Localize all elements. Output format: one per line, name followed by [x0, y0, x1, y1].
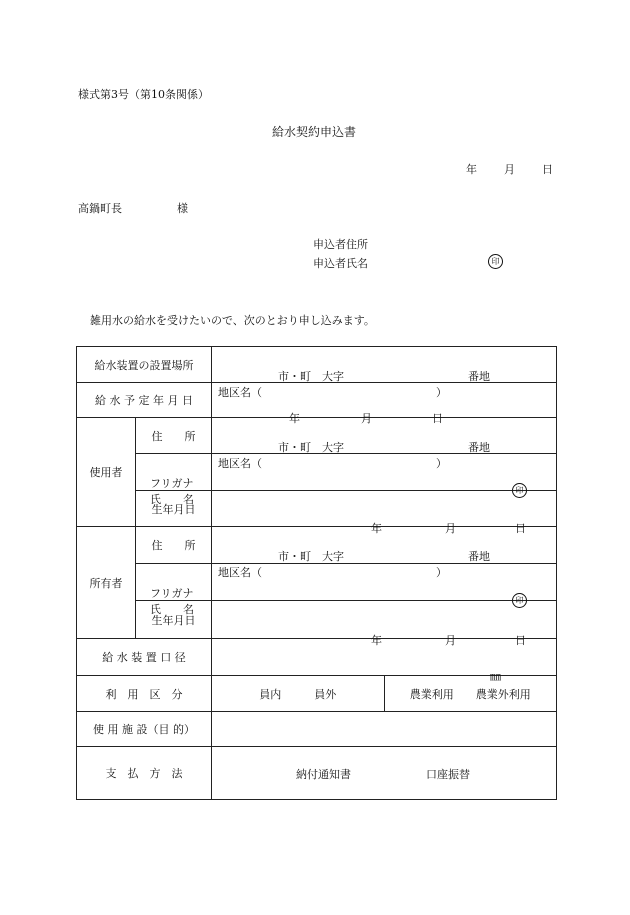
schedule-field[interactable] — [212, 383, 557, 425]
schedule-label: 給 水 予 定 年 月 日 — [77, 383, 212, 418]
user-address-label: 住 所 — [136, 418, 212, 454]
payment-field — [212, 747, 557, 800]
document-title: 給水契約申込書 — [272, 125, 357, 139]
owner-birth-label: 生年月日 — [136, 601, 212, 639]
user-district: 地区名（ — [218, 456, 262, 470]
schedule-row — [77, 383, 557, 418]
owner-name-field[interactable] — [212, 564, 557, 605]
location-field[interactable] — [212, 347, 557, 399]
date-day: 日 — [542, 163, 553, 176]
location-label: 給水装置の設置場所 — [77, 347, 212, 383]
intro-text: 雑用水の給水を受けたいので、次のとおり申し込みます。 — [90, 314, 375, 327]
schedule-month: 月 — [361, 412, 372, 425]
owner-district-close: ） — [436, 566, 447, 579]
usage-farm-option[interactable]: 農業利用 農業外利用 — [409, 687, 531, 701]
seal-icon: 印 — [488, 254, 503, 269]
user-district-close: ） — [436, 456, 447, 470]
user-birth-day: 日 — [515, 521, 526, 535]
owner-birth-field[interactable] — [212, 601, 557, 647]
user-address-field[interactable] — [212, 418, 557, 470]
owner-district: 地区名（ — [218, 566, 262, 579]
user-address-row — [77, 418, 557, 454]
date-month: 月 — [504, 163, 515, 176]
seal-icon: 印 — [512, 483, 527, 498]
seal-icon: 印 — [512, 593, 527, 608]
location-row — [77, 347, 557, 383]
usage-row — [77, 676, 557, 712]
owner-furigana-label: フリガナ — [150, 587, 194, 600]
user-name-row — [77, 454, 557, 491]
diameter-unit: ㎜ — [490, 670, 501, 683]
district-close: ） — [436, 385, 447, 399]
owner-name-label — [136, 564, 212, 616]
application-date — [466, 161, 553, 177]
schedule-year: 年 — [289, 412, 300, 425]
payment-notice-option[interactable]: 納付通知書 — [296, 768, 351, 781]
user-birth-row — [77, 491, 557, 527]
user-birth-field[interactable] — [212, 491, 557, 535]
application-table — [76, 346, 557, 800]
payment-transfer-option[interactable]: 口座振替 — [426, 768, 470, 781]
schedule-day: 日 — [432, 412, 443, 425]
user-city-town: 市・町 大字 — [278, 440, 344, 454]
applicant-address-label: 申込者住所 — [313, 238, 368, 251]
addressee: 高鍋町長 様 — [78, 202, 188, 215]
user-birth-label: 生年月日 — [136, 491, 212, 527]
payment-label: 支 払 方 法 — [77, 747, 212, 800]
owner-name-row — [77, 564, 557, 601]
facility-label: 使 用 施 設（目 的） — [77, 712, 212, 747]
district-text: 地区名（ — [218, 385, 262, 399]
diameter-field[interactable] — [212, 639, 557, 683]
owner-address-field[interactable] — [212, 527, 557, 579]
banchi-text: 番地 — [468, 369, 490, 383]
owner-name-text: 氏 名 — [150, 603, 194, 616]
user-label: 使用者 — [77, 418, 136, 527]
owner-label: 所有者 — [77, 527, 136, 639]
user-birth-month: 月 — [445, 521, 456, 535]
facility-field[interactable] — [212, 712, 557, 747]
owner-birth-day: 日 — [515, 633, 526, 647]
usage-label: 利 用 区 分 — [77, 676, 212, 712]
user-furigana-label: フリガナ — [150, 477, 194, 490]
owner-address-label: 住 所 — [136, 527, 212, 564]
user-name-label — [136, 454, 212, 506]
diameter-label: 給 水 装 置 口 径 — [77, 639, 212, 676]
form-number: 様式第3号（第10条関係） — [78, 88, 209, 101]
city-town-text: 市・町 大字 — [278, 369, 344, 383]
owner-birth-row — [77, 601, 557, 639]
owner-birth-month: 月 — [445, 633, 456, 647]
facility-row — [77, 712, 557, 747]
applicant-name-label: 申込者氏名 — [313, 257, 368, 270]
diameter-row — [77, 639, 557, 676]
usage-field — [212, 676, 557, 712]
date-year: 年 — [466, 163, 477, 176]
usage-member-option[interactable]: 員内 員外 — [212, 676, 385, 711]
user-name-text: 氏 名 — [150, 493, 194, 506]
payment-row — [77, 747, 557, 800]
owner-city-town: 市・町 大字 — [278, 550, 344, 563]
owner-birth-year: 年 — [371, 633, 382, 647]
user-banchi: 番地 — [468, 440, 490, 454]
user-birth-year: 年 — [371, 521, 382, 535]
owner-banchi: 番地 — [468, 550, 490, 563]
user-name-field[interactable] — [212, 454, 557, 495]
owner-address-row — [77, 527, 557, 564]
